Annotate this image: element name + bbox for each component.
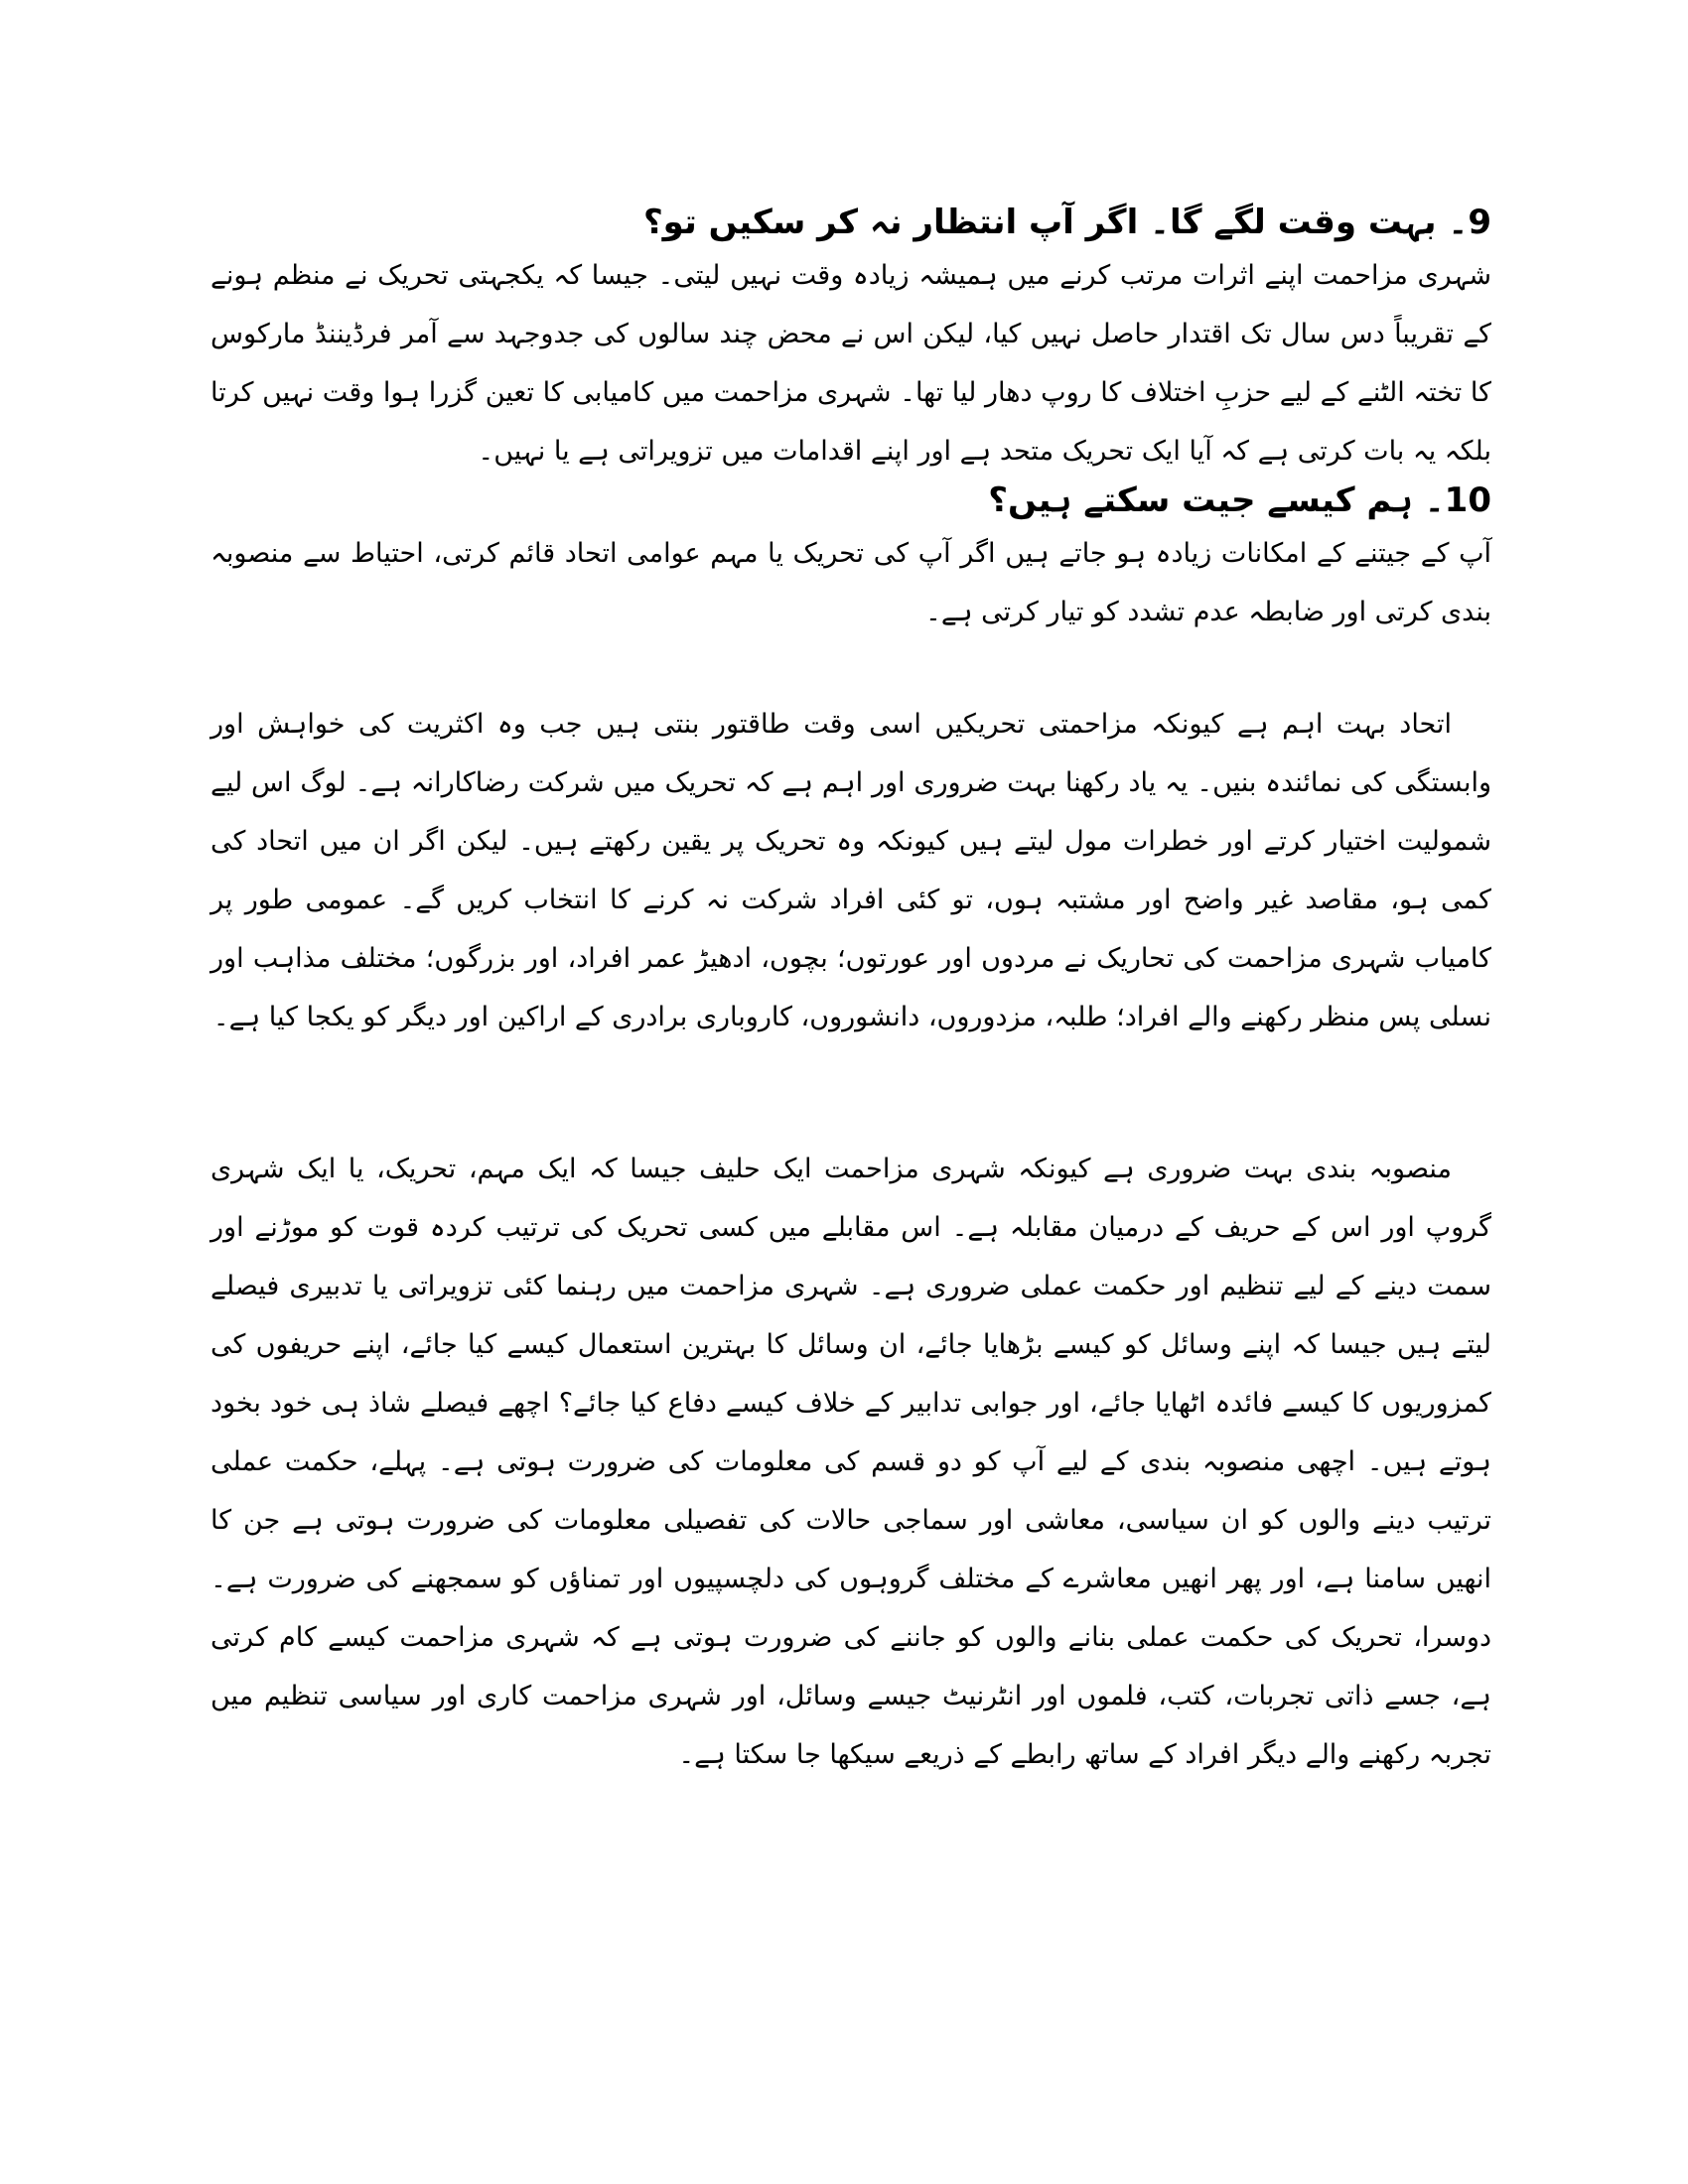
section-10-planning-paragraph: منصوبہ بندی بہت ضروری ہے کیونکہ شہری مزاحمت ایک حلیف جیسا کہ ایک مہم، تحریک، یا ایک شہری گروپ اور اس کے حریف کے درمیان مقابلہ ہے۔ اس مقابلے میں کسی تحریک کی ترتیب کردہ قوت کو موڑنے اور سمت دینے کے لیے تنظیم اور حکمت عملی ضروری ہے۔ شہری مزاحمت میں رہنما کئی تزویراتی یا تدبیری فیصلے لیتے ہیں جیسا کہ اپنے وسائل کو کیسے بڑھایا جائے، ان وسائل کا بہترین استعمال کیسے کیا جائے، اپنے حریفوں کی کمزوریوں کا کیسے فائدہ اٹھایا جائے، اور جوابی تدابیر کے خلاف کیسے دفاع کیا جائے؟ اچھے فیصلے شاذ ہی خود بخود ہوتے ہیں۔ اچھی منصوبہ بندی کے لیے آپ کو دو قسم کی معلومات کی ضرورت ہوتی ہے۔ پہلے، حکمت عملی ترتیب دینے والوں کو ان سیاسی، معاشی اور سماجی حالات کی تفصیلی معلومات کی ضرورت ہوتی ہے جن کا انھیں سامنا ہے، اور پھر انھیں معاشرے کے مختلف گروہوں کی دلچسپیوں اور تمناؤں کو سمجھنے کی ضرورت ہے۔ دوسرا، تحریک کی حکمت عملی بنانے والوں کو جاننے کی ضرورت ہوتی ہے کہ شہری مزاحمت کیسے کام کرتی ہے، جسے ذاتی تجربات، کتب، فلموں اور انٹرنیٹ جیسے وسائل، اور شہری مزاحمت کاری اور سیاسی تنظیم میں تجربہ رکھنے والے دیگر افراد کے ساتھ رابطے کے ذریعے سیکھا جا سکتا ہے۔ (211, 1154, 1491, 1770)
section-9-heading: 9۔ بہت وقت لگے گا۔ اگر آپ انتظار نہ کر سکیں تو؟ (642, 203, 1491, 242)
section-10-intro-paragraph: آپ کے جیتنے کے امکانات زیادہ ہو جاتے ہیں اگر آپ کی تحریک یا مہم عوامی اتحاد قائم کرتی، احتیاط سے منصوبہ بندی کرتی اور ضابطہ عدم تشدد کو تیار کرتی ہے۔ (211, 538, 1491, 627)
section-9-paragraph: شہری مزاحمت اپنے اثرات مرتب کرنے میں ہمیشہ زیادہ وقت نہیں لیتی۔ جیسا کہ یکجہتی تحریک نے منظم ہونے کے تقریباً دس سال تک اقتدار حاصل نہیں کیا، لیکن اس نے محض چند سالوں کی جدوجہد سے آمر فرڈیننڈ مارکوس کا تختہ الٹنے کے لیے حزبِ اختلاف کا روپ دھار لیا تھا۔ شہری مزاحمت میں کامیابی کا تعین گزرا ہوا وقت نہیں کرتا بلکہ یہ بات کرتی ہے کہ آیا ایک تحریک متحد ہے اور اپنے اقدامات میں تزویراتی ہے یا نہیں۔ (211, 260, 1491, 467)
section-10-heading: 10۔ ہم کیسے جیت سکتے ہیں؟ (988, 480, 1491, 520)
section-10-unity-paragraph: اتحاد بہت اہم ہے کیونکہ مزاحمتی تحریکیں اسی وقت طاقتور بنتی ہیں جب وہ اکثریت کی خواہش اور وابستگی کی نمائندہ بنیں۔ یہ یاد رکھنا بہت ضروری اور اہم ہے کہ تحریک میں شرکت رضاکارانہ ہے۔ لوگ اس لیے شمولیت اختیار کرتے اور خطرات مول لیتے ہیں کیونکہ وہ تحریک پر یقین رکھتے ہیں۔ لیکن اگر ان میں اتحاد کی کمی ہو، مقاصد غیر واضح اور مشتبہ ہوں، تو کئی افراد شرکت نہ کرنے کا انتخاب کریں گے۔ عمومی طور پر کامیاب شہری مزاحمت کی تحاریک نے مردوں اور عورتوں؛ بچوں، ادھیڑ عمر افراد، اور بزرگوں؛ مختلف مذاہب اور نسلی پس منظر رکھنے والے افراد؛ طلبہ، مزدوروں، دانشوروں، کاروباری برادری کے اراکین اور دیگر کو یکجا کیا ہے۔ (211, 709, 1491, 1032)
